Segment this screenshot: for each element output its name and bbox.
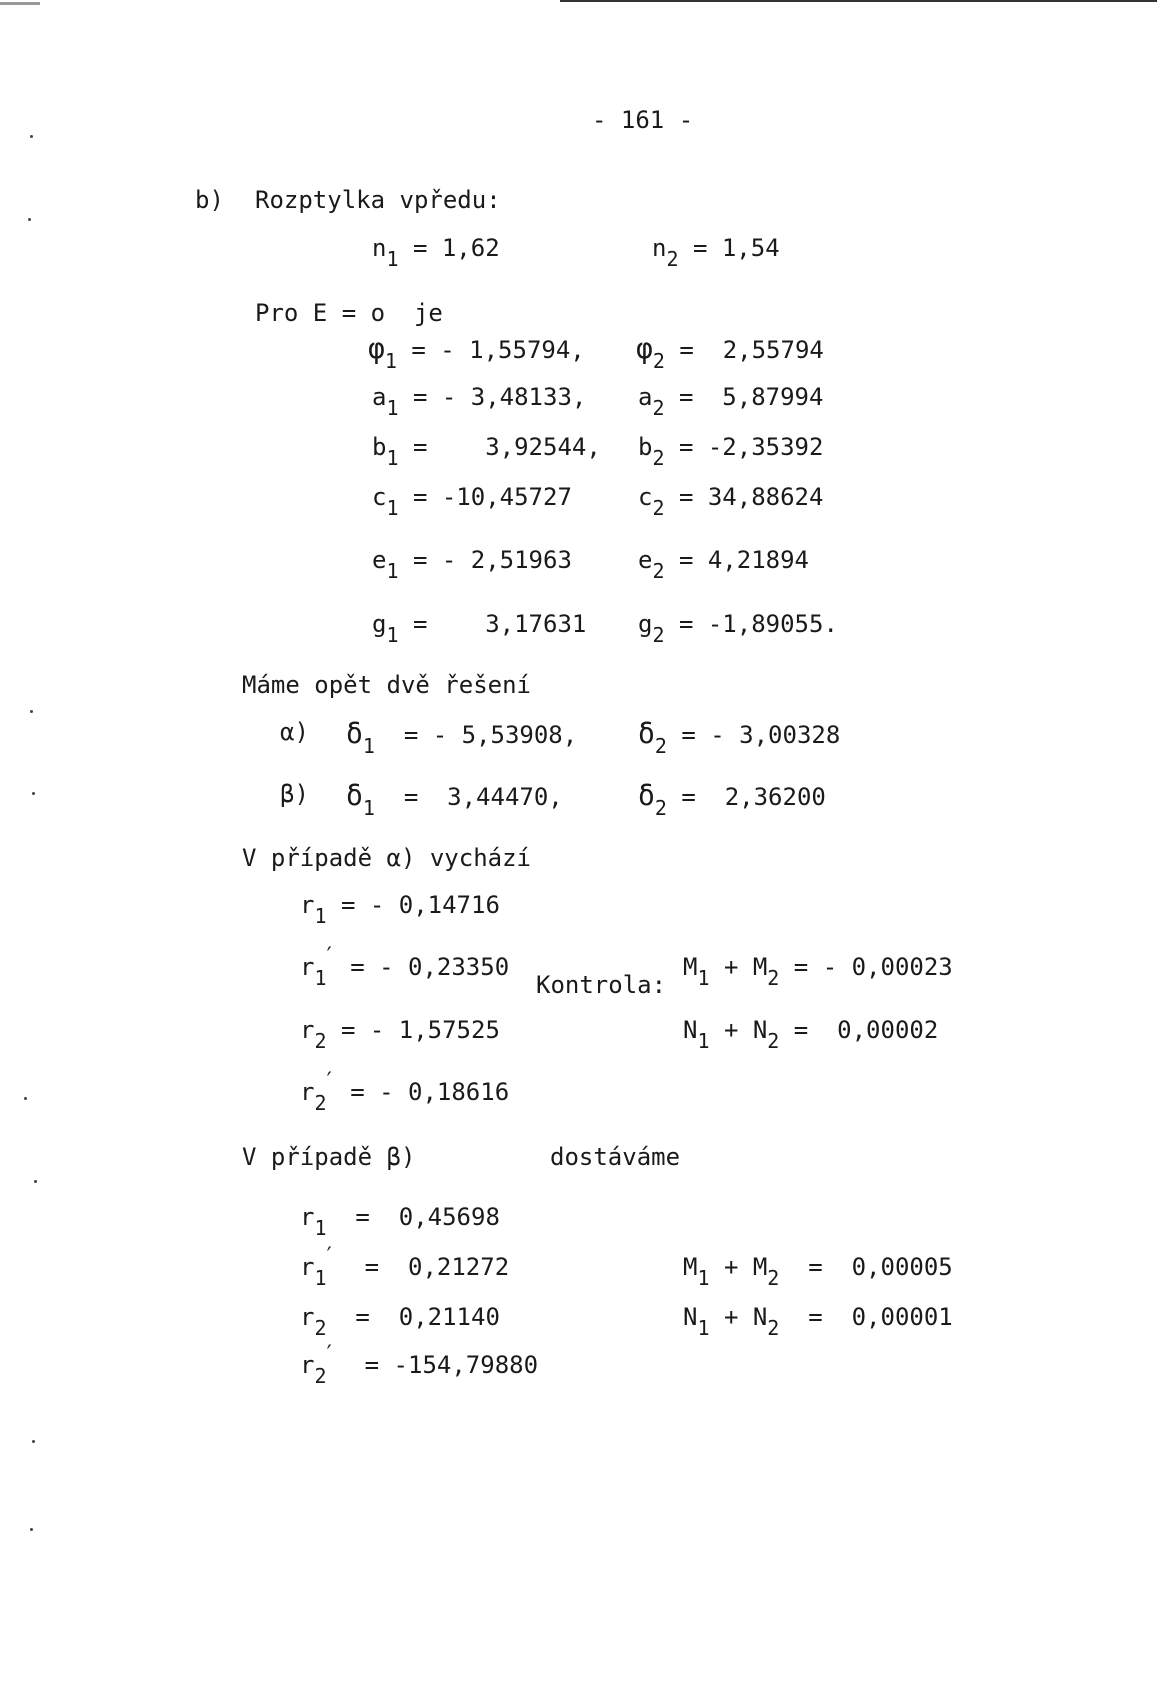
b1-line xyxy=(372,433,601,470)
beta-delta2-line xyxy=(638,779,826,820)
var-value: = - 0,00023 xyxy=(779,953,953,981)
var-subscript: 1 xyxy=(384,349,397,373)
var-value: = 5,87994 xyxy=(678,383,824,411)
var-name: M xyxy=(683,953,698,981)
scan-speck xyxy=(32,792,35,795)
var-subscript: 2 xyxy=(652,496,665,520)
var-value: = -10,45727 xyxy=(412,483,572,511)
var-value: = 0,21272 xyxy=(364,1253,510,1281)
var-name: g xyxy=(372,610,387,638)
var-value: = 0,21140 xyxy=(355,1303,500,1331)
var-subscript: 2 xyxy=(666,247,679,271)
var-subscript: 2 xyxy=(652,559,665,583)
var-subscript: 1 xyxy=(386,247,399,271)
alpha-label: α) xyxy=(280,718,309,746)
scan-speck xyxy=(30,135,33,138)
var-subscript: 1 xyxy=(697,1316,710,1340)
var-subscript: 2 xyxy=(652,446,665,470)
var-subscript: 2 xyxy=(767,966,780,990)
var-subscript: 1 xyxy=(362,796,375,820)
scan-edge-mark xyxy=(0,2,40,5)
var-subscript: 2 xyxy=(654,796,667,820)
g2-line xyxy=(638,610,838,647)
n1-line xyxy=(372,234,500,271)
var-name: N xyxy=(683,1303,698,1331)
var-name: r xyxy=(300,1253,315,1281)
var-value: = 4,21894 xyxy=(678,546,809,574)
var-subscript: 1 xyxy=(386,496,399,520)
delta-symbol: δ xyxy=(346,717,363,750)
page-number: - 161 - xyxy=(592,106,694,134)
beta-r1p-line xyxy=(300,1244,510,1290)
var-value: = - 1,57525 xyxy=(340,1016,500,1044)
var-name: g xyxy=(638,610,653,638)
var-value: = -154,79880 xyxy=(364,1351,539,1379)
phi1-line xyxy=(368,332,585,373)
scan-speck xyxy=(28,218,31,221)
var-subscript: 1 xyxy=(314,966,327,990)
alpha-n-check xyxy=(683,1016,939,1053)
var-value: = 1,54 xyxy=(692,234,780,262)
var-value: = - 1,55794, xyxy=(411,336,585,364)
kontrola-label: Kontrola: xyxy=(536,971,667,999)
var-name: + N xyxy=(709,1016,768,1044)
var-name: b xyxy=(372,433,387,461)
alpha-r2p-line xyxy=(300,1069,510,1115)
var-subscript: 1 xyxy=(314,1216,327,1240)
var-subscript: 1 xyxy=(697,966,710,990)
prime-mark: ′ xyxy=(322,944,336,969)
var-name: n xyxy=(372,234,387,262)
var-subscript: 2 xyxy=(767,1266,780,1290)
prime-mark: ′ xyxy=(322,1069,336,1094)
var-name: r xyxy=(300,1078,315,1106)
phi2-line xyxy=(636,332,824,373)
var-value: = 3,17631 xyxy=(412,610,587,638)
a1-line xyxy=(372,383,587,420)
alpha-delta1-line xyxy=(346,717,578,758)
var-value: = 0,00002 xyxy=(779,1016,939,1044)
var-value: = 2,55794 xyxy=(679,336,824,364)
var-name: r xyxy=(300,1351,315,1379)
beta-n-check xyxy=(683,1303,953,1340)
a2-line xyxy=(638,383,824,420)
var-name: r xyxy=(300,1203,315,1231)
var-value: = 0,00001 xyxy=(779,1303,953,1331)
prime-mark: ′ xyxy=(322,1244,336,1269)
var-name: e xyxy=(372,546,387,574)
var-name: r xyxy=(300,1016,315,1044)
var-value: = 34,88624 xyxy=(678,483,824,511)
var-subscript: 1 xyxy=(697,1029,710,1053)
scan-speck xyxy=(30,1528,33,1531)
c2-line xyxy=(638,483,824,520)
var-value: = - 5,53908, xyxy=(403,721,578,749)
var-name: e xyxy=(638,546,653,574)
var-name: c xyxy=(638,483,653,511)
var-name: r xyxy=(300,1303,315,1331)
var-name: + M xyxy=(709,953,768,981)
var-value: = -2,35392 xyxy=(678,433,824,461)
var-value: = - 0,23350 xyxy=(350,953,510,981)
beta-m-check xyxy=(683,1253,953,1290)
var-value: = 3,44470, xyxy=(403,783,563,811)
beta-r2p-line xyxy=(300,1342,539,1388)
alpha-r2-line xyxy=(300,1016,500,1053)
var-subscript: 1 xyxy=(386,396,399,420)
phi-symbol: φ xyxy=(636,332,653,365)
var-value: = - 0,14716 xyxy=(340,891,500,919)
var-name: a xyxy=(638,383,653,411)
scan-speck xyxy=(32,1440,35,1443)
pro-e-line: Pro E = o je xyxy=(255,299,443,327)
prime-mark: ′ xyxy=(322,1342,336,1367)
var-subscript: 1 xyxy=(314,1266,327,1290)
var-subscript: 1 xyxy=(362,734,375,758)
scan-edge-line xyxy=(560,0,1157,2)
var-value: = 2,36200 xyxy=(681,783,826,811)
beta-r2-line xyxy=(300,1303,500,1340)
var-subscript: 2 xyxy=(652,396,665,420)
beta-r1-line xyxy=(300,1203,500,1240)
var-subscript: 2 xyxy=(314,1091,327,1115)
b2-line xyxy=(638,433,824,470)
var-subscript: 1 xyxy=(314,904,327,928)
n2-line xyxy=(652,234,780,271)
var-subscript: 1 xyxy=(386,446,399,470)
var-name: M xyxy=(683,1253,698,1281)
var-value: = -1,89055. xyxy=(678,610,838,638)
var-subscript: 2 xyxy=(652,623,665,647)
var-value: = 0,00005 xyxy=(779,1253,953,1281)
var-subscript: 2 xyxy=(314,1029,327,1053)
alpha-m-check xyxy=(683,953,953,990)
var-subscript: 2 xyxy=(314,1364,327,1388)
var-value: = 1,62 xyxy=(412,234,500,262)
section-title: Rozptylka vpředu: xyxy=(255,186,501,214)
delta-symbol: δ xyxy=(638,717,655,750)
beta-delta1-line xyxy=(346,779,563,820)
var-subscript: 2 xyxy=(652,349,665,373)
var-subscript: 1 xyxy=(386,559,399,583)
case-alpha-heading: V případě α) vychází xyxy=(242,844,531,872)
alpha-delta2-line xyxy=(638,717,841,758)
var-subscript: 2 xyxy=(767,1316,780,1340)
var-name: + N xyxy=(709,1303,768,1331)
var-value: = - 3,00328 xyxy=(681,721,841,749)
var-name: N xyxy=(683,1016,698,1044)
section-label: b) xyxy=(195,186,224,214)
two-solutions-heading: Máme opět dvě řešení xyxy=(242,671,531,699)
beta-label: β) xyxy=(280,780,309,808)
alpha-r1-line xyxy=(300,891,500,928)
var-subscript: 2 xyxy=(314,1316,327,1340)
phi-symbol: φ xyxy=(368,332,385,365)
c1-line xyxy=(372,483,572,520)
var-value: = 3,92544, xyxy=(412,433,601,461)
var-subscript: 2 xyxy=(767,1029,780,1053)
e2-line xyxy=(638,546,809,583)
var-name: a xyxy=(372,383,387,411)
var-subscript: 1 xyxy=(386,623,399,647)
scan-speck xyxy=(34,1180,37,1183)
var-name: n xyxy=(652,234,667,262)
g1-line xyxy=(372,610,587,647)
var-subscript: 1 xyxy=(697,1266,710,1290)
var-subscript: 2 xyxy=(654,734,667,758)
var-name: + M xyxy=(709,1253,768,1281)
scan-speck xyxy=(30,710,33,713)
case-beta-heading-continued: dostáváme xyxy=(550,1143,681,1171)
alpha-r1p-line xyxy=(300,944,510,990)
var-name: c xyxy=(372,483,387,511)
var-name: r xyxy=(300,953,315,981)
e1-line xyxy=(372,546,572,583)
scan-speck xyxy=(24,1097,27,1100)
delta-symbol: δ xyxy=(638,779,655,812)
case-beta-heading: V případě β) xyxy=(242,1143,416,1171)
delta-symbol: δ xyxy=(346,779,363,812)
var-value: = 0,45698 xyxy=(355,1203,500,1231)
var-value: = - 3,48133, xyxy=(412,383,587,411)
var-value: = - 2,51963 xyxy=(412,546,572,574)
var-name: b xyxy=(638,433,653,461)
var-name: r xyxy=(300,891,315,919)
var-value: = - 0,18616 xyxy=(350,1078,510,1106)
